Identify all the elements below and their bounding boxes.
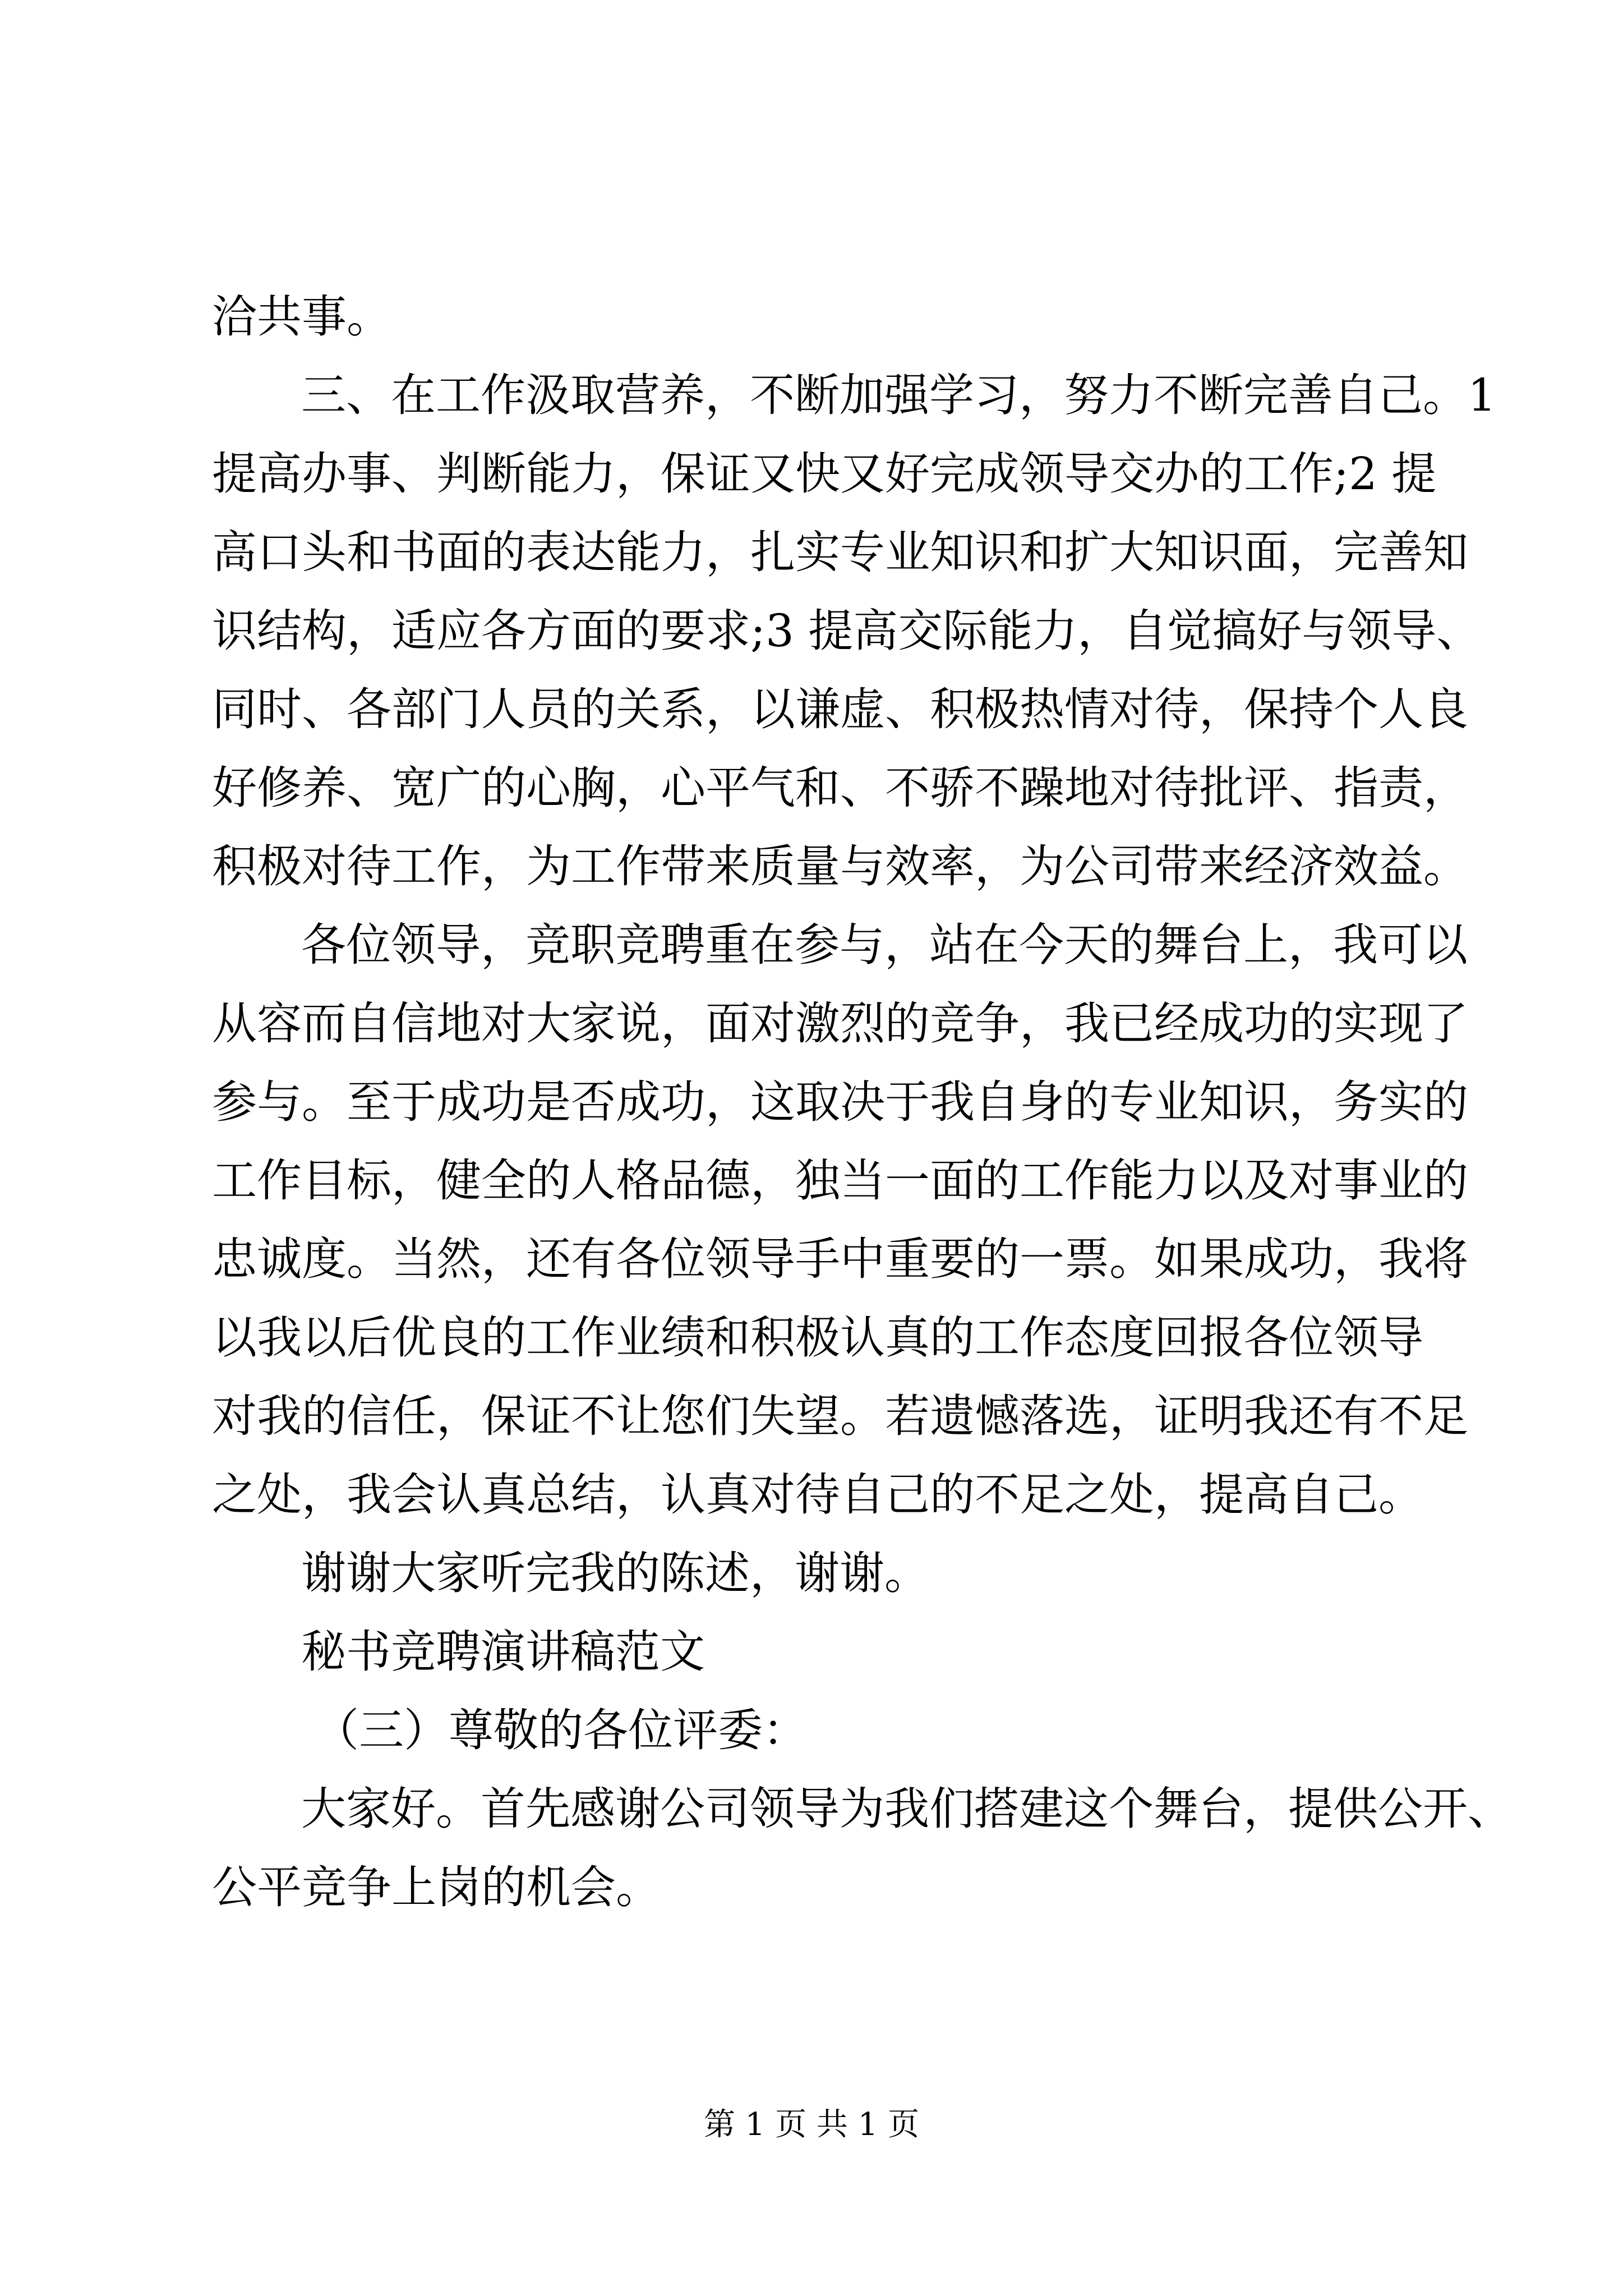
salutation: （三）尊敬的各位评委： — [314, 1704, 808, 1756]
text-line: 同时、各部门人员的关系，以谦虚、积极热情对待，保持个人良 — [212, 683, 1468, 735]
text-line: 洽共事。 — [212, 291, 391, 343]
section-title: 秘书竞聘演讲稿范文 — [301, 1626, 705, 1678]
text-line: 三、在工作汲取营养，不断加强学习，努力不断完善自己。1 — [301, 369, 1496, 421]
text-line: 从容而自信地对大家说，面对激烈的竞争，我已经成功的实现了 — [212, 997, 1468, 1050]
text-line: 之处，我会认真总结，认真对待自己的不足之处，提高自己。 — [212, 1469, 1423, 1521]
text-line: 公平竞争上岗的机会。 — [212, 1861, 661, 1913]
text-line: 提高办事、判断能力，保证又快又好完成领导交办的工作;2 提 — [212, 448, 1437, 500]
page-number-footer: 第 1 页 共 1 页 — [703, 2106, 920, 2143]
text-line: 识结构，适应各方面的要求;3 提高交际能力，自觉搞好与领导、 — [212, 605, 1482, 657]
text-line: 对我的信任，保证不让您们失望。若遗憾落选，证明我还有不足 — [212, 1390, 1468, 1442]
text-line: 工作目标，健全的人格品德，独当一面的工作能力以及对事业的 — [212, 1154, 1468, 1207]
text-line: 各位领导，竞职竞聘重在参与，站在今天的舞台上，我可以 — [301, 919, 1468, 971]
text-line: 参与。至于成功是否成功，这取决于我自身的专业知识，务实的 — [212, 1076, 1468, 1128]
text-line: 谢谢大家听完我的陈述，谢谢。 — [301, 1547, 929, 1599]
text-line: 好修养、宽广的心胸，心平气和、不骄不躁地对待批评、指责， — [212, 762, 1468, 814]
text-line: 高口头和书面的表达能力，扎实专业知识和扩大知识面，完善知 — [212, 526, 1468, 578]
text-line: 积极对待工作，为工作带来质量与效率，为公司带来经济效益。 — [212, 840, 1468, 892]
text-line: 大家好。首先感谢公司领导为我们搭建这个舞台，提供公开、 — [301, 1783, 1513, 1835]
text-line: 以我以后优良的工作业绩和积极认真的工作态度回报各位领导 — [212, 1312, 1423, 1364]
text-line: 忠诚度。当然，还有各位领导手中重要的一票。如果成功，我将 — [212, 1233, 1468, 1285]
